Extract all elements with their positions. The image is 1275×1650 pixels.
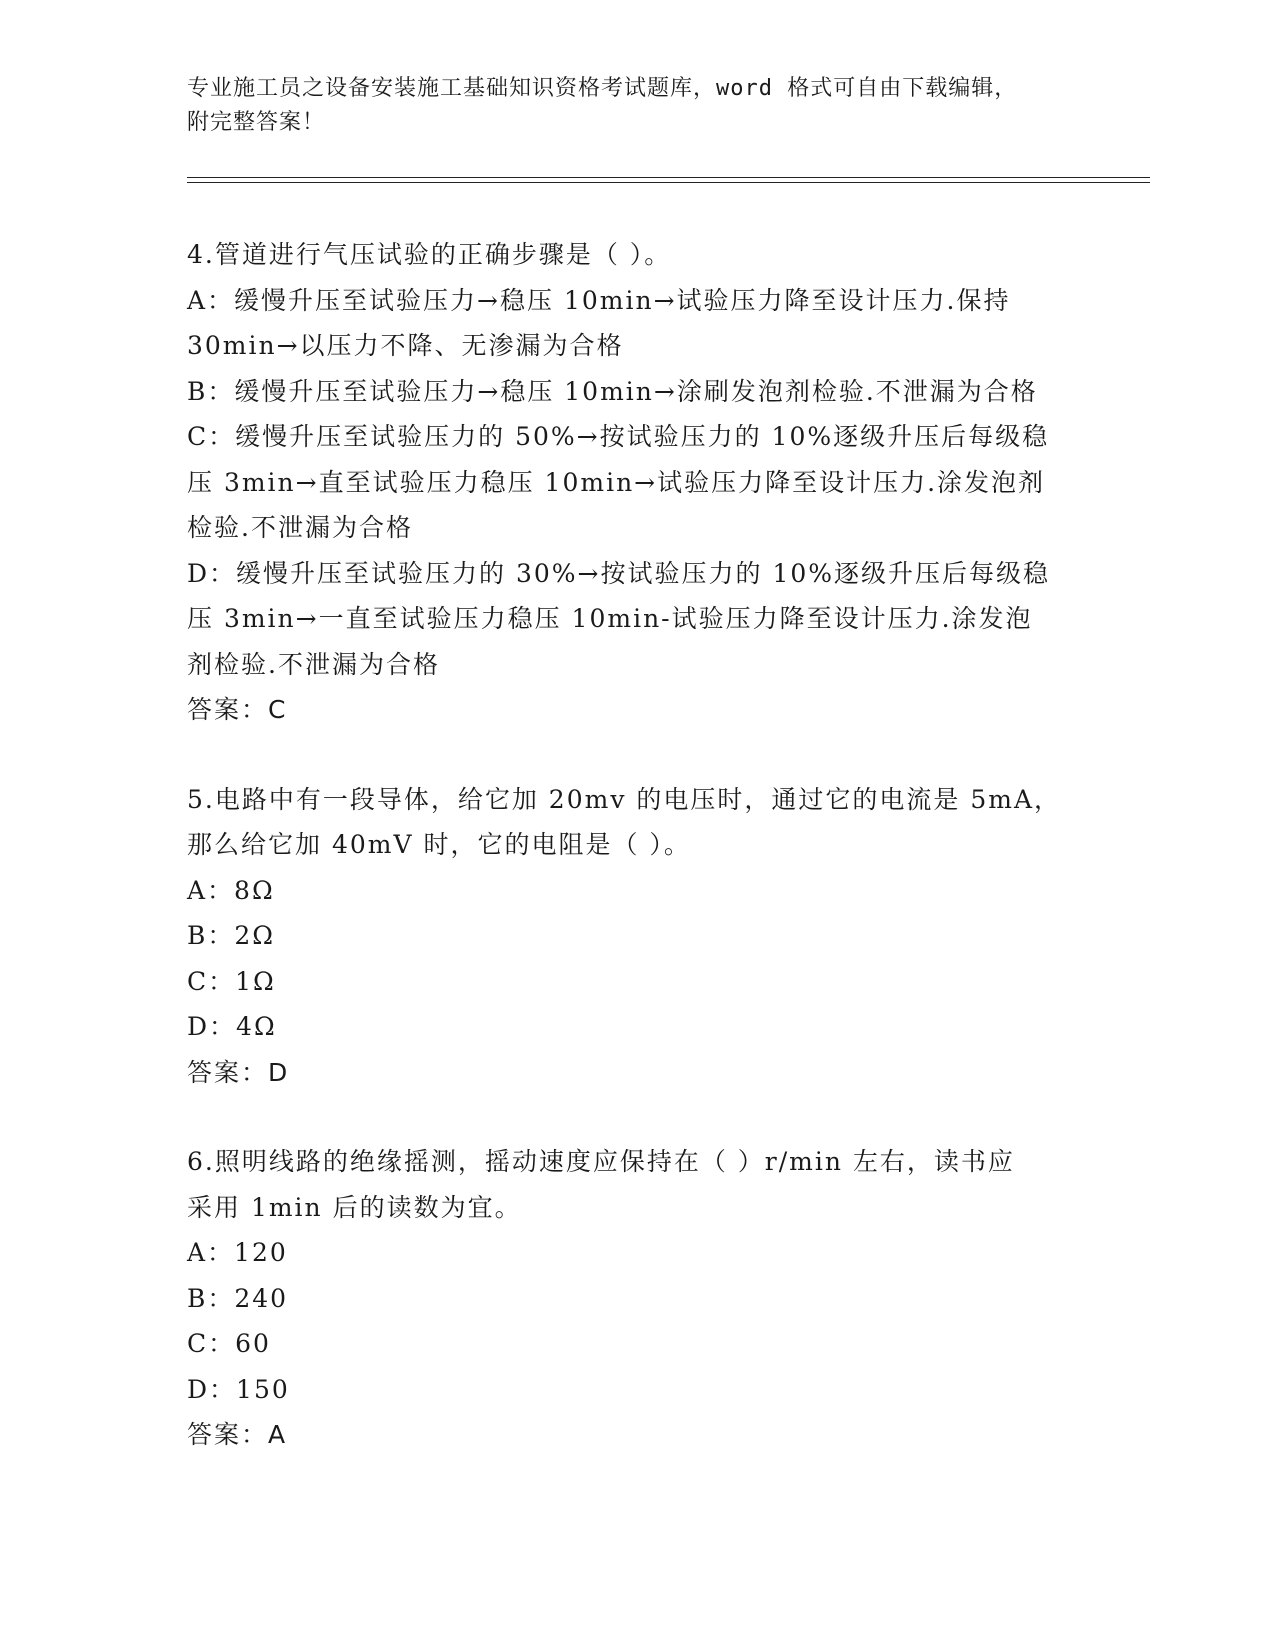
option-c: C：缓慢升压至试验压力的 50%→按试验压力的 10%逐级升压后每级稳 xyxy=(187,422,1050,451)
answer-label: 答案：C xyxy=(187,695,288,724)
option-c: C：60 xyxy=(187,1329,271,1358)
option-d: D：缓慢升压至试验压力的 30%→按试验压力的 10%逐级升压后每级稳 xyxy=(187,558,1051,588)
question-stem-continued: 采用 1min 后的读数为宜。 xyxy=(187,1192,522,1222)
answer-label: 答案：D xyxy=(187,1057,290,1087)
option-d-continued: 剂检验.不泄漏为合格 xyxy=(187,649,440,679)
question-stem: 6.照明线路的绝缘摇测，摇动速度应保持在（ ）r/min 左右，读书应 xyxy=(187,1147,1015,1176)
question-5 xyxy=(187,777,1087,1096)
header-divider-top xyxy=(187,177,1150,178)
option-d: D：4Ω xyxy=(187,1012,277,1041)
question-stem: 4.管道进行气压试验的正确步骤是（ ）。 xyxy=(187,240,672,269)
header-line-1: 专业施工员之设备安装施工基础知识资格考试题库，word 格式可自由下载编辑， xyxy=(187,76,1018,101)
question-6 xyxy=(187,1139,1087,1458)
question-stem: 5.电路中有一段导体，给它加 20mv 的电压时，通过它的电流是 5mA， xyxy=(187,784,1062,814)
option-a: A：8Ω xyxy=(187,875,275,905)
option-d: D：150 xyxy=(187,1374,290,1404)
option-b: B：240 xyxy=(187,1283,289,1313)
header-divider-bottom xyxy=(187,182,1150,183)
option-c: C：1Ω xyxy=(187,966,276,996)
option-b: B：缓慢升压至试验压力→稳压 10min→涂刷发泡剂检验.不泄漏为合格 xyxy=(187,376,1038,406)
question-stem-continued: 那么给它加 40mV 时，它的电阻是（ ）。 xyxy=(187,830,691,859)
option-a-continued: 30min→以压力不降、无渗漏为合格 xyxy=(187,331,624,360)
option-d-continued: 压 3min→一直至试验压力稳压 10min-试验压力降至设计压力.涂发泡 xyxy=(187,604,1033,633)
document-header xyxy=(187,72,1087,140)
option-b: B：2Ω xyxy=(187,921,276,950)
question-4 xyxy=(187,232,1087,733)
option-c-continued: 压 3min→直至试验压力稳压 10min→试验压力降至设计压力.涂发泡剂 xyxy=(187,467,1046,497)
option-a: A：缓慢升压至试验压力→稳压 10min→试验压力降至设计压力.保持 xyxy=(187,285,1011,315)
question-list xyxy=(187,232,1087,1502)
header-line-2: 附完整答案！ xyxy=(187,110,326,135)
option-a: A：120 xyxy=(187,1238,288,1267)
answer-label: 答案：A xyxy=(187,1420,288,1449)
option-c-continued: 检验.不泄漏为合格 xyxy=(187,513,413,542)
